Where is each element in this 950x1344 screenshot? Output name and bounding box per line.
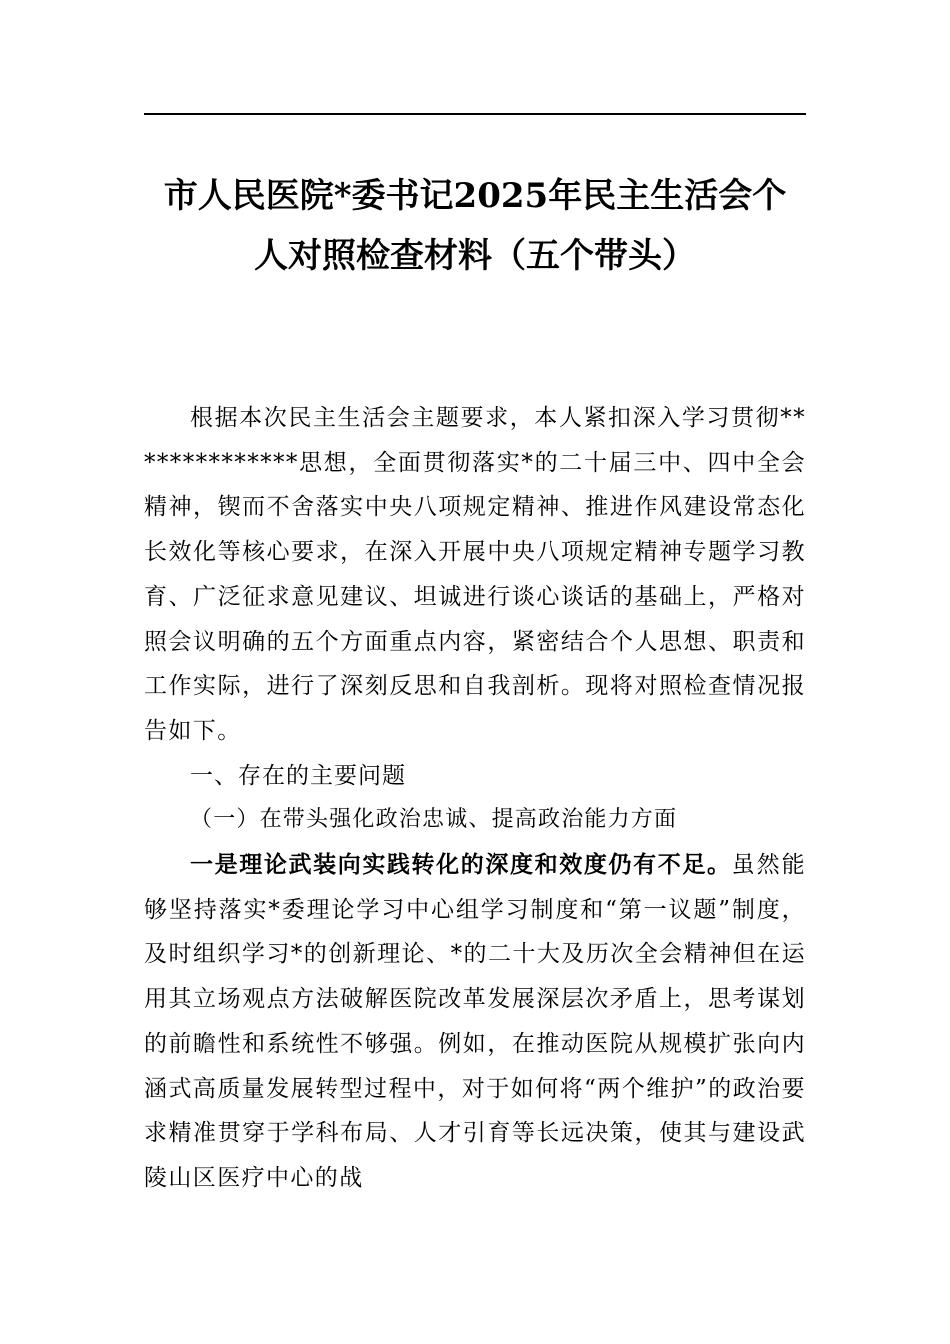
document-title (144, 166, 806, 286)
title-line-2: 人对照检查材料（五个带头） (254, 236, 696, 276)
point-text: 虽然能够坚持落实*委理论学习中心组学习制度和“第一议题”制度，及时组织学习*的创新理论、*的二十大及历次全会精神但在运用其立场观点方法破解医院改革发展深层次矛盾上，思考谋划的前瞻性和系统性不够强。例如，在推动医院从规模扩张向内涵式高质量发展转型过程中，对于如何将“两个维护”的政治要求精准贯穿于学科布局、人才引育等长远决策，使其与建设武陵山区医疗中心的战 (144, 852, 807, 1191)
header-rule (144, 113, 806, 115)
subsection-heading: （一）在带头强化政治忠诚、提高政治能力方面 (190, 807, 678, 833)
intro-paragraph: 根据本次民主生活会主题要求，本人紧扣深入学习贯彻**************思想，全面贯彻落实*的二十届三中、四中全会精神，锲而不舍落实中央八项规定精神、推进作风建设常态化长效化等核心要求，在深入开展中央八项规定精神专题学习教育、广泛征求意见建议、坦诚进行谈心谈话的基础上，严格对照会议明确的五个方面重点内容，紧密结合个人思想、职责和工作实际，进行了深刻反思和自我剖析。现将对照检查情况报告如下。 (144, 405, 806, 744)
point-paragraph (144, 843, 806, 1201)
document-body (144, 396, 806, 1201)
point-lead: 一是理论武装向实践转化的深度和效度仍有不足。 (190, 852, 732, 879)
section-heading: 一、存在的主要问题 (190, 762, 406, 789)
title-line-1: 市人民医院*委书记2025年民主生活会个 (163, 176, 787, 216)
